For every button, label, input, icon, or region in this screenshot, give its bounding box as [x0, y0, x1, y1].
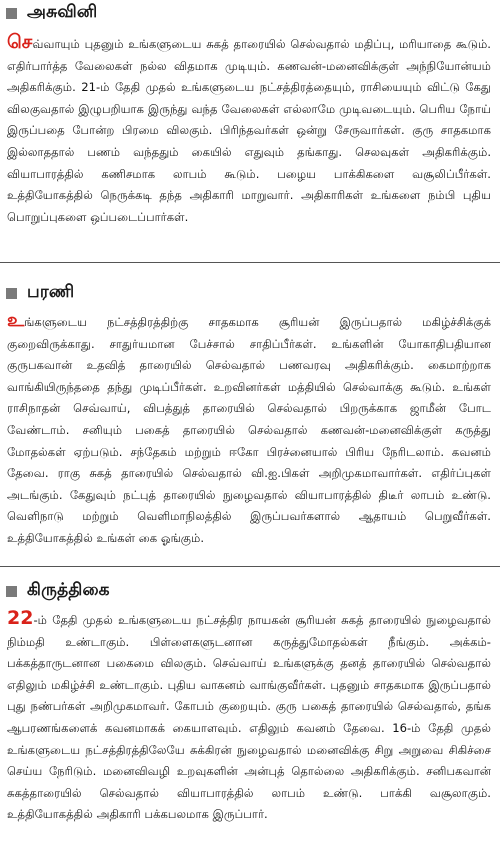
- section-header: [6, 2, 97, 24]
- section-paragraph: [7, 309, 491, 550]
- square-bullet-icon: [6, 586, 17, 597]
- section-paragraph: [7, 31, 491, 228]
- section-divider: [0, 566, 500, 567]
- section-divider: [0, 262, 500, 263]
- drop-cap: உ: [7, 309, 25, 331]
- section-header: [6, 282, 74, 304]
- paragraph-text: ங்களுடைய நட்சத்திரத்திற்கு சாதகமாக சூரியன் இருப்பதால் மகிழ்ச்சிக்குக் குறைவிருக்காது. சாதுர்யமான பேச்சால் சாதிப்பீர்கள். உங்களின் யோகாதிபதியான குருபகவான் உதவித் தாரையில் செல்வதால் பணவரவு அதிகரிக்கும். கைமாற்றாக வாங்கியிருந்ததை தந்து முடிப்பீர்கள். உறவினர்கள் மத்தியில் செல்வாக்கு கூடும். உங்கள் ராசிநாதன் செவ்வாய், விபத்துத் தாரையில் செல்வதால் பிறருக்காக ஜாமீன் போட வேண்டாம். சனியும் பகைத் தாரையில் செல்வதால் கணவன்-மனைவிக்குள் கருத்து மோதல்கள் ஏற்படும். சந்தேகம் மற்றும் ஈகோ பிரச்னையால் பிரிய நேரிடலாம். கவனம் தேவை. ராகு சுகத் தாரையில் செல்வதால் வி.ஐ.பிகள் அறிமுகமாவார்கள். எதிர்ப்புகள் அடங்கும். கேதுவும் நட்புத் தாரையில் நுழைவதால் வியாபாரத்தில் திடீர் லாபம் உண்டு. வெளிநாடு மற்றும் வெளிமாநிலத்தில் இருப்பவர்களால் ஆதாயம் பெறுவீர்கள். உத்தியோகத்தில் உங்கள் கை ஓங்கும்.: [7, 315, 491, 545]
- square-bullet-icon: [6, 8, 17, 19]
- section-title: கிருத்திகை: [27, 580, 110, 600]
- drop-cap: 22: [7, 607, 34, 629]
- drop-cap: செ: [7, 31, 33, 53]
- square-bullet-icon: [6, 288, 17, 299]
- section-paragraph: [7, 607, 491, 826]
- paragraph-text: வ்வாயும் புதனும் உங்களுடைய சுகத் தாரையில் செல்வதால் மதிப்பு, மரியாதை கூடும். எதிர்பார்த்த வேலைகள் நல்ல விதமாக முடியும். கணவன்-மனைவிக்குள் அந்நியோன்யம் அதிகரிக்கும். 21-ம் தேதி முதல் உங்களுடைய நட்சத்திரத்தையும், ராசியையும் விட்டு கேது விலகுவதால் இழுபறியாக இருந்து வந்த வேலைகள் எல்லாமே முடிவடையும். பெரிய நோய் இருப்பதை போன்ற பிரமை விலகும். பிரிந்தவர்கள் ஒன்று சேருவார்கள். குரு சாதகமாக இல்லாததால் பணம் வந்ததும் கையில் எதுவும் தங்காது. செலவுகள் அதிகரிக்கும். வியாபாரத்தில் கணிசமாக லாபம் கூடும். பழைய பாக்கிகளை வசூலிப்பீர்கள். உத்தியோகத்தில் நெருக்கடி தந்த அதிகாரி மாறுவார். அதிகாரிகள் உங்களை நம்பி புதிய பொறுப்புகளை ஒப்படைப்பார்கள்.: [7, 37, 491, 224]
- section-title: அசுவினி: [27, 2, 98, 22]
- section-header: [6, 580, 110, 602]
- section-title: பரணி: [27, 282, 75, 302]
- paragraph-text: -ம் தேதி முதல் உங்களுடைய நட்சத்திர நாயகன் சூரியன் சுகத் தாரையில் நுழைவதால் நிம்மதி உண்டாகும். பிள்ளைகளுடனான கருத்துமோதல்கள் நீங்கும். அக்கம்-பக்கத்தாருடனான பகைமை விலகும். செவ்வாய் உங்களுக்கு தனத் தாரையில் செல்வதால் எதிலும் மகிழ்ச்சி உண்டாகும். புதிய வாகனம் வாங்குவீர்கள். புதனும் சாதகமாக இருப்பதால் புது நண்பர்கள் அறிமுகமாவர். கோபம் குறையும். குரு பகைத் தாரையில் செல்வதால், தங்க ஆபரணங்களைக் கவனமாகக் கையாளவும். எதிலும் கவனம் தேவை. 16-ம் தேதி முதல் உங்களுடைய நட்சத்திரத்திலேயே சுக்கிரன் நுழைவதால் மனைவிக்கு சிறு அறுவை சிகிச்சை செய்ய நேரிடும். மனைவிவழி உறவுகளின் அன்புத் தொல்லை அதிகரிக்கும். சனிபகவான் சுகத்தாரையில் செல்வதால் வியாபாரத்தில் லாபம் உண்டு. பாக்கி வசூலாகும். உத்தியோகத்தில் அதிகாரி பக்கபலமாக இருப்பார்.: [7, 613, 491, 822]
